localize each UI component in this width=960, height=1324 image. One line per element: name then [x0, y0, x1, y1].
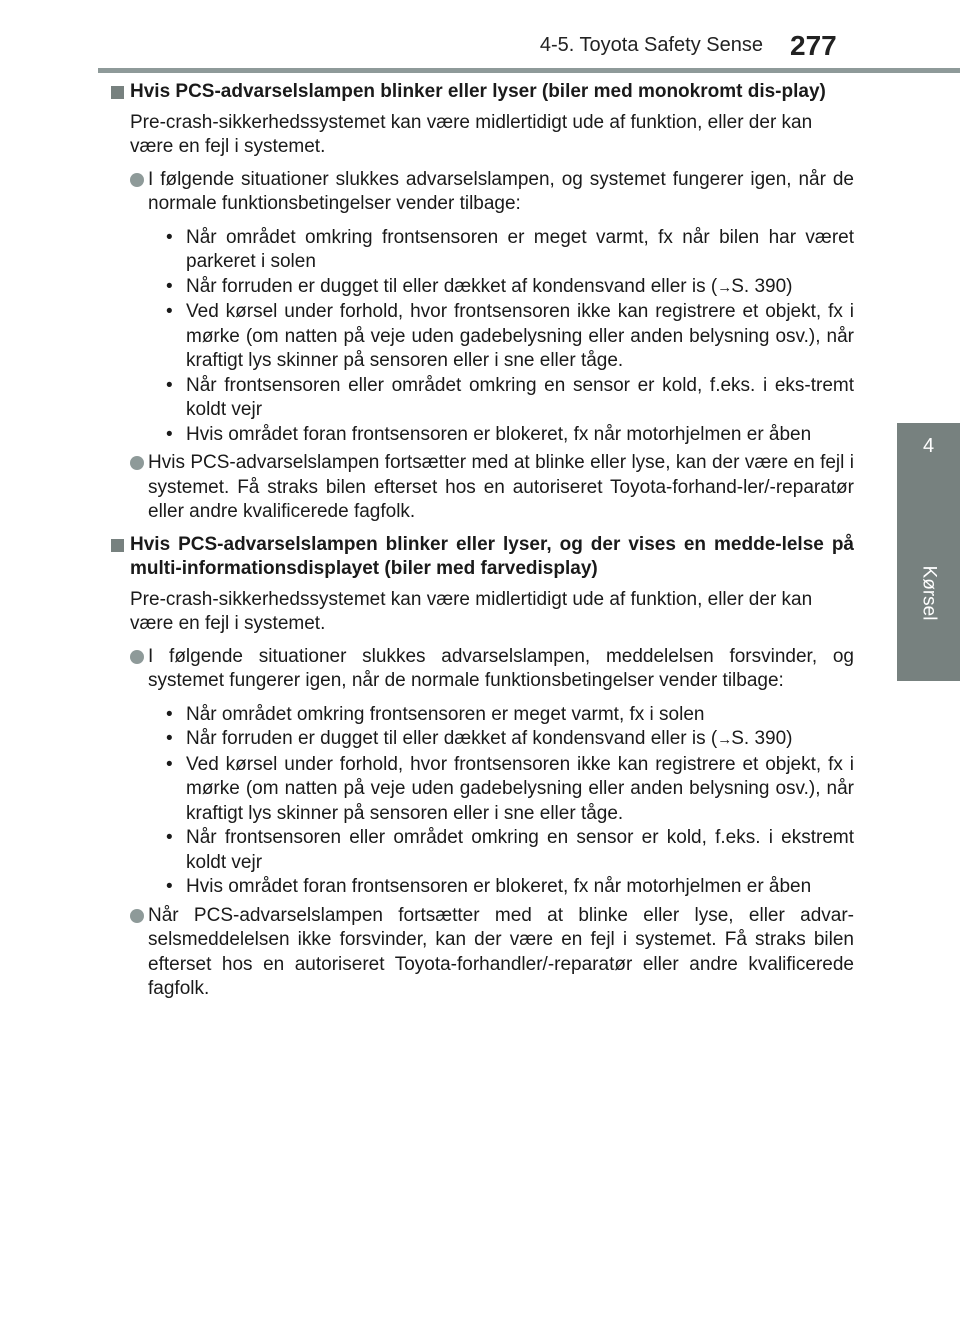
bullet-dot: •: [166, 301, 173, 322]
section-square-marker: [111, 539, 124, 552]
bullet-list: [148, 703, 854, 900]
list-item-text: Når området omkring frontsensoren er meget varmt, fx når bilen har været parkeret i solen: [186, 226, 854, 272]
header-rule: [98, 68, 960, 73]
bullet-dot: •: [166, 226, 173, 248]
bullet-dot: •: [166, 876, 173, 897]
list-item-text: Når frontsensoren eller området omkring en sensor er kold, f.eks. i ekstremt koldt vejr: [186, 827, 854, 873]
bullet-dot: •: [166, 753, 173, 775]
section-color-display: [110, 533, 854, 1002]
section-monochrome-display: [110, 80, 854, 525]
circle-item: [130, 645, 854, 900]
list-item: [148, 703, 854, 728]
circle-item-text: Hvis PCS-advarselslampen fortsætter med at blinke eller lyse, kan der være en fejl i systemet. Få straks bilen efterset hos en autoriseret Toyota-forhand-ler/-reparatør eller andre kvalificerede fagfolk.: [148, 452, 854, 522]
chapter-name: [897, 533, 960, 653]
circle-item-text: I følgende situationer slukkes advarselslampen, og systemet fungerer igen, når de normale funktionsbetingelser vender tilbage:: [148, 168, 854, 214]
list-item-text: Hvis området foran frontsensoren er blokeret, fx når motorhjelmen er åben: [186, 423, 812, 445]
circle-item-text: I følgende situationer slukkes advarselslampen, meddelelsen forsvinder, og systemet fungerer igen, når de normale funktionsbetingelser vender tilbage:: [148, 645, 854, 691]
list-item: [148, 300, 854, 374]
section-intro: Pre-crash-sikkerhedssystemet kan være midlertidigt ude af funktion, eller der kan være en fejl i systemet.: [130, 111, 813, 157]
circle-item: [130, 168, 854, 448]
bullet-list: [148, 226, 854, 448]
section-heading: Hvis PCS-advarselslampen blinker eller lyser (biler med monokromt dis-play): [130, 81, 826, 102]
list-item-text: Ved kørsel under forhold, hvor frontsensoren ikke kan registrere et objekt, fx i mørke (om natten på veje uden gadebelysning eller anden belysning osv.), når kraftigt lys skinner på sensoren eller i sne eller tåge.: [186, 753, 854, 824]
page-reference[interactable]: S. 390): [731, 728, 793, 749]
header-section-title: 4-5. Toyota Safety Sense: [539, 34, 763, 56]
list-item: [148, 753, 854, 827]
list-item-text: Hvis området foran frontsensoren er blokeret, fx når motorhjelmen er åben: [186, 876, 812, 897]
section-square-marker: [111, 86, 124, 99]
list-item: [148, 275, 854, 301]
section-heading: Hvis PCS-advarselslampen blinker eller lyser, og der vises en medde-lelse på multi-informationsdisplayet (biler med farvedisplay): [130, 533, 854, 579]
circle-bullet-icon: [130, 909, 144, 923]
list-item: [148, 727, 854, 753]
page-reference-arrow-icon: →: [717, 278, 732, 296]
list-item-text: Når frontsensoren eller området omkring en sensor er kold, f.eks. i eks-tremt koldt vejr: [186, 374, 854, 420]
list-item: [148, 423, 854, 448]
page-number: 277: [790, 30, 837, 61]
circle-bullet-icon: [130, 173, 144, 187]
list-item: [148, 374, 854, 423]
circle-bullet-icon: [130, 650, 144, 664]
bullet-dot: •: [166, 275, 173, 297]
chapter-name-label: Kørsel: [918, 565, 940, 621]
chapter-number: 4: [922, 435, 935, 457]
list-item: [148, 226, 854, 275]
list-item-text: Når forruden er dugget til eller dækket af kondensvand eller is (: [186, 275, 718, 297]
circle-item: [130, 904, 854, 1002]
bullet-dot: •: [166, 827, 173, 848]
list-item: [148, 826, 854, 875]
list-item-text: Ved kørsel under forhold, hvor frontsensoren ikke kan registrere et objekt, fx i mørke (om natten på veje uden gadebelysning eller anden belysning osv.), når kraftigt lys skinner på sensoren eller i sne eller tåge.: [186, 301, 854, 371]
bullet-dot: •: [166, 703, 173, 725]
circle-item-text: Når PCS-advarselslampen fortsætter med at blinke eller lyse, eller advar-selsmeddelelsen ikke forsvinder, kan der være en fejl i systemet. Få straks bilen efterset hos en autoriseret Toyota-forhandler/-reparatør eller andre kvalificerede fagfolk.: [148, 904, 854, 999]
bullet-dot: •: [166, 374, 173, 396]
page-content: [110, 80, 854, 1002]
list-item: [148, 875, 854, 900]
section-intro: Pre-crash-sikkerhedssystemet kan være midlertidigt ude af funktion, eller der kan være en fejl i systemet.: [130, 588, 813, 634]
page-reference-arrow-icon: →: [717, 731, 732, 748]
circle-item: [130, 451, 854, 525]
circle-bullet-icon: [130, 456, 144, 470]
bullet-dot: •: [166, 423, 173, 445]
chapter-side-tab: [897, 423, 960, 681]
bullet-dot: •: [166, 728, 173, 749]
list-item-text: Når området omkring frontsensoren er meget varmt, fx i solen: [186, 703, 705, 725]
list-item-text: Når forruden er dugget til eller dækket af kondensvand eller is (: [186, 728, 718, 749]
page-reference[interactable]: S. 390): [731, 275, 793, 297]
